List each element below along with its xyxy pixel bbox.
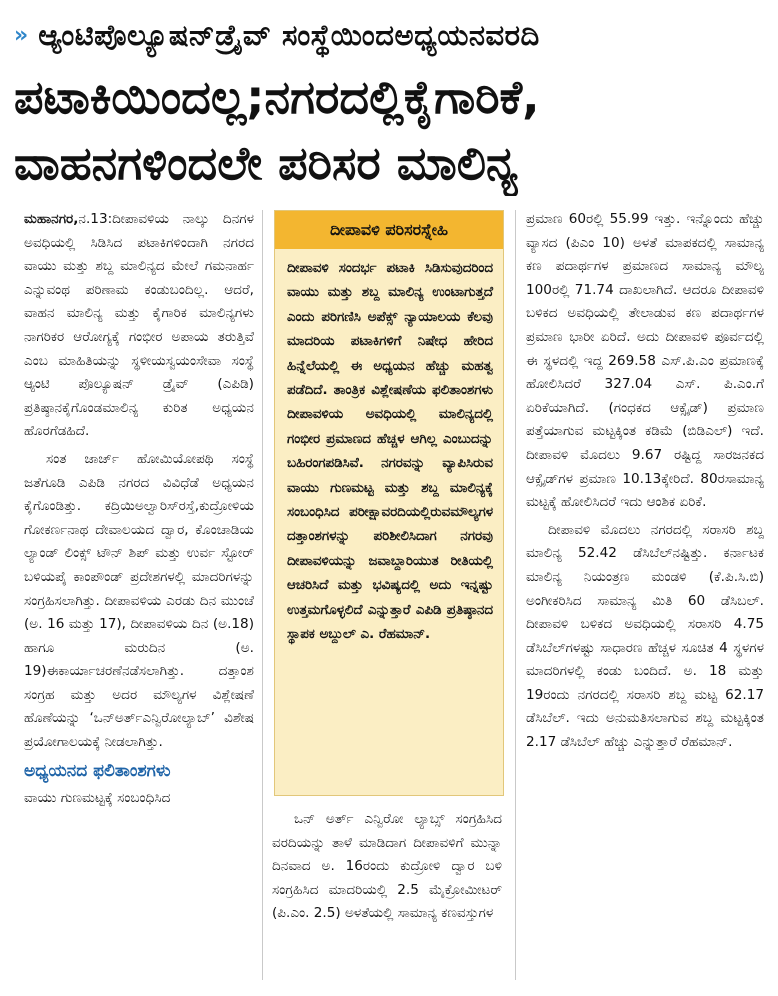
- article-column-2: [272, 808, 502, 978]
- sidebar-box: [274, 210, 504, 796]
- headline-line-2: ವಾಹನಗಳಿಂದಲೇ ಪರಿಸರ ಮಾಲಿನ್ಯ: [14, 136, 518, 190]
- article-column-3: [526, 208, 764, 978]
- paragraph: ಸಂತ ಜಾರ್ಜ್ ಹೋಮಿಯೋಪಥಿ ಸಂಸ್ಥೆ ಜತೆಗೂಡಿ ಎಪಿಡಿ ನಗರದ ವಿವಿಧೆಡೆ ಅಧ್ಯಯನ ಕೈಗೊಂಡಿತ್ತು. ಕದ್ರಿಯಿಅಲ್ವಾರಿಸ್‌ರಸ್ತೆ,ಕುದ್ರೋಳಿಯ ಗೋಕರ್ಣನಾಥ ದೇವಾಲಯದ ದ್ವಾರ, ಕೊಂಚಾಡಿಯ ಲ್ಯಾಂಡ್ ಲಿಂಕ್ಸ್ ಟೌನ್ ಶಿಪ್ ಮತ್ತು ಉರ್ವ ಸ್ಟೋರ್ ಬಳಿಯಪೈ ಕಾಂಪೌಂಡ್ ಪ್ರದೇಶಗಳಲ್ಲಿ ಮಾದರಿಗಳನ್ನು ಸಂಗ್ರಹಿಸಲಾಗಿತ್ತು. ದೀಪಾವಳಿಯ ಎರಡು ದಿನ ಮುಂಚೆ (ಅ. 16 ಮತ್ತು 17), ದೀಪಾವಳಿಯ ದಿನ (ಅ.18) ಹಾಗೂ ಮರುದಿನ (ಅ. 19)ಈಕಾರ್ಯಾಚರಣೆನಡೆಸಲಾಗಿತ್ತು. ದತ್ತಾಂಶ ಸಂಗ್ರಹ ಮತ್ತು ಅದರ ಮೌಲ್ಯಗಳ ವಿಶ್ಲೇಷಣೆ ಹೊಣೆಯನ್ನು ‘ಒನ್‌ಅರ್ತ್‌ಎನ್ವಿರೋಲ್ಯಾಬ್’ ವಿಶೇಷ ಪ್ರಯೋಗಾಲಯಕ್ಕೆ ನೀಡಲಾಗಿತ್ತು.: [24, 450, 254, 751]
- kicker-text: ಆ್ಯಂಟಿಪೊಲ್ಯೂಷನ್‌ಡ್ರೈವ್ ಸಂಸ್ಥೆಯಿಂದಅಧ್ಯಯನವರದಿ: [38, 17, 540, 52]
- paragraph: ಒನ್ ಅರ್ತ್ ಎನ್ವಿರೋ ಲ್ಯಾಬ್ಸ್ ಸಂಗ್ರಹಿಸಿದ ವರದಿಯನ್ನು ತಾಳೆ ಮಾಡಿದಾಗ ದೀಪಾವಳಿಗೆ ಮುನ್ನಾ ದಿನವಾದ ಅ. 16ರಂದು ಕುದ್ರೋಳಿ ದ್ವಾರ ಬಳಿ ಸಂಗ್ರಹಿಸಿದ ಮಾದರಿಯಲ್ಲಿ 2.5 ಮೈಕ್ರೋಮೀಟರ್ (ಪಿ.ಎಂ. 2.5) ಅಳತೆಯಲ್ಲಿ ಸಾಮಾನ್ಯ ಕಣವಸ್ತುಗಳ: [272, 811, 502, 922]
- double-chevron-right-icon: »: [14, 22, 29, 48]
- paragraph: ಪ್ರಮಾಣ 60ರಲ್ಲಿ 55.99 ಇತ್ತು. ಇನ್ನೊಂದು ಹೆಚ್ಚು ವ್ಯಾಸದ (ಪಿಎಂ 10) ಅಳತೆ ಮಾಪಕದಲ್ಲಿ ಸಾಮಾನ್ಯ ಕಣ ಪದಾರ್ಥಗಳ ಪ್ರಮಾಣದ ಸಾಮಾನ್ಯ ಮೌಲ್ಯ 100ರಲ್ಲಿ 71.74 ದಾಖಲಾಗಿದೆ. ಆದರೂ ದೀಪಾವಳಿ ಬಳಿಕದ ಅವಧಿಯಲ್ಲಿ ತೇಲಾಡುವ ಕಣ ಪದಾರ್ಥಗಳ ಪ್ರಮಾಣ ಭಾರೀ ಏರಿದೆ. ಅದು ದೀಪಾವಳಿ ಪೂರ್ವದಲ್ಲಿ ಈ ಸ್ಥಳದಲ್ಲಿ ಇದ್ದ 269.58 ಎಸ್.ಪಿ.ಎಂ ಪ್ರಮಾಣಕ್ಕೆ ಹೋಲಿಸಿದರೆ 327.04 ಎಸ್. ಪಿ.ಎಂ.ಗೆ ಏರಿಕೆಯಾಗಿದೆ. (ಗಂಧಕದ ಆಕ್ಸೈಡ್) ಪ್ರಮಾಣ ಪತ್ತೆಯಾಗುವ ಮಟ್ಟಕ್ಕಿಂತ ಕಡಿಮೆ (ಬಿಡಿಎಲ್) ಇದೆ. ದೀಪಾವಳಿ ಮೊದಲು 9.67 ರಷ್ಟಿದ್ದ ಸಾರಜನಕದ ಆಕ್ಸೈಡ್‌ಗಳ ಪ್ರಮಾಣ 10.13ಕ್ಕೇರಿದೆ. 80ರಸಾಮಾನ್ಯ ಮಟ್ಟಕ್ಕೆ ಹೋಲಿಸಿದರೆ ಇದು ಆಂಶಿಕ ಏರಿಕೆ.: [526, 211, 764, 511]
- kicker: [14, 8, 764, 62]
- dateline: ಮಹಾನಗರ,: [24, 211, 79, 227]
- column-divider: [515, 210, 516, 980]
- paragraph: [24, 208, 254, 444]
- paragraph-text: ನ.13:ದೀಪಾವಳಿಯ ನಾಲ್ಕು ದಿನಗಳ ಅವಧಿಯಲ್ಲಿ ಸಿಡಿಸಿದ ಪಟಾಕಿಗಳಿಂದಾಗಿ ನಗರದ ವಾಯು ಮತ್ತು ಶಬ್ದ ಮಾಲಿನ್ಯದ ಮೇಲೆ ಗಮನಾರ್ಹ ಎನ್ನುವಂಥ ಪರಿಣಾಮ ಕಂಡುಬಂದಿಲ್ಲ. ಆದರೆ, ವಾಹನ ಮಾಲಿನ್ಯ ಮತ್ತು ಕೈಗಾರಿಕ ಮಾಲಿನ್ಯಗಳು ನಾಗರಿಕರ ಆರೋಗ್ಯಕ್ಕೆ ಗಂಭೀರ ಅಪಾಯ ತರುತ್ತಿವೆ ಎಂಬ ಮಾಹಿತಿಯನ್ನು ಸ್ಥಳೀಯಸ್ವಯಂಸೇವಾ ಸಂಸ್ಥೆ ಆ್ಯಂಟಿ ಪೊಲ್ಯೂಷನ್ ಡ್ರೈವ್ (ಎಪಿಡಿ) ಪ್ರತಿಷ್ಠಾನಕೈಗೊಂಡಮಾಲಿನ್ಯ ಕುರಿತ ಅಧ್ಯಯನ ಹೊರಗೆಡಹಿದೆ.: [24, 211, 254, 440]
- headline: [14, 64, 766, 196]
- column-divider: [262, 210, 263, 980]
- article-column-1: [24, 208, 254, 978]
- headline-line-1: ಪಟಾಕಿಯಿಂದಲ್ಲ;ನಗರದಲ್ಲಿಕೈಗಾರಿಕೆ,: [14, 70, 540, 124]
- sidebar-body: ದೀಪಾವಳಿ ಸಂದರ್ಭ ಪಟಾಕಿ ಸಿಡಿಸುವುದರಿಂದ ವಾಯು ಮತ್ತು ಶಬ್ದ ಮಾಲಿನ್ಯ ಉಂಟಾಗುತ್ತದೆ ಎಂದು ಪರಿಗಣಿಸಿ ಅಪೆಕ್ಸ್ ನ್ಯಾಯಾಲಯ ಕೆಲವು ಮಾದರಿಯ ಪಟಾಕಿಗಳಿಗೆ ನಿಷೇಧ ಹೇರಿದ ಹಿನ್ನೆಲೆಯಲ್ಲಿ ಈ ಅಧ್ಯಯನ ಹೆಚ್ಚು ಮಹತ್ವ ಪಡೆದಿದೆ. ತಾಂತ್ರಿಕ ವಿಶ್ಲೇಷಣೆಯ ಫಲಿತಾಂಶಗಳು ದೀಪಾವಳಿಯ ಅವಧಿಯಲ್ಲಿ ಮಾಲಿನ್ಯದಲ್ಲಿ ಗಂಭೀರ ಪ್ರಮಾಣದ ಹೆಚ್ಚಳ ಆಗಿಲ್ಲ ಎಂಬುದನ್ನು ಬಹಿರಂಗಪಡಿಸಿವೆ. ನಗರವನ್ನು ವ್ಯಾಪಿಸಿರುವ ವಾಯು ಗುಣಮಟ್ಟ ಮತ್ತು ಶಬ್ದ ಮಾಲಿನ್ಯಕ್ಕೆ ಸಂಬಂಧಿಸಿದ ಪರೀಕ್ಷಾವರದಿಯಲ್ಲಿರುವಮೌಲ್ಯಗಳ ದತ್ತಾಂಶಗಳನ್ನು ಪರಿಶೀಲಿಸಿದಾಗ ನಗರವು ದೀಪಾವಳಿಯನ್ನು ಜವಾಬ್ದಾರಿಯುತ ರೀತಿಯಲ್ಲಿ ಆಚರಿಸಿದೆ ಮತ್ತು ಭವಿಷ್ಯದಲ್ಲಿ ಅದು ಇನ್ನಷ್ಟು ಉತ್ತಮಗೊಳ್ಳಲಿದೆ ಎನ್ನುತ್ತಾರೆ ಎಪಿಡಿ ಪ್ರತಿಷ್ಠಾನದ ಸ್ಥಾಪಕ ಅಬ್ದುಲ್ ಎ. ರೆಹಮಾನ್.: [287, 261, 493, 643]
- paragraph: ವಾಯು ಗುಣಮಟ್ಟಕ್ಕೆ ಸಂಬಂಧಿಸಿದ: [24, 789, 171, 806]
- sidebar-title: ದೀಪಾವಳಿ ಪರಿಸರಸ್ನೇಹಿ: [275, 211, 503, 249]
- subheading: ಅಧ್ಯಯನದ ಫಲಿತಾಂಶಗಳು: [24, 760, 171, 781]
- paragraph: ದೀಪಾವಳಿ ಮೊದಲು ನಗರದಲ್ಲಿ ಸರಾಸರಿ ಶಬ್ದ ಮಾಲಿನ್ಯ 52.42 ಡೆಸಿಬೆಲ್‌ನಷ್ಟಿತ್ತು. ಕರ್ನಾಟಕ ಮಾಲಿನ್ಯ ನಿಯಂತ್ರಣ ಮಂಡಳಿ (ಕೆ.ಪಿ.ಸಿ.ಬಿ) ಅಂಗೀಕರಿಸಿದ ಸಾಮಾನ್ಯ ಮಿತಿ 60 ಡೆಸಿಬಲ್. ದೀಪಾವಳಿ ಬಳಿಕದ ಅವಧಿಯಲ್ಲಿ ಸರಾಸರಿ 4.75 ಡೆಸಿಬೆಲ್‌ಗಳಷ್ಟು ಸಾಧಾರಣ ಹೆಚ್ಚಳ ಸೂಚಿತ 4 ಸ್ಥಳಗಳ ಮಾದರಿಗಳಲ್ಲಿ ಕಂಡು ಬಂದಿದೆ. ಅ. 18 ಮತ್ತು 19ರಂದು ನಗರದಲ್ಲಿ ಸರಾಸರಿ ಶಬ್ದ ಮಟ್ಟ 62.17 ಡೆಸಿಬೆಲ್. ಇದು ಅನುಮತಿಸಲಾಗುವ ಶಬ್ದ ಮಟ್ಟಕ್ಕಿಂತ 2.17 ಡೆಸಿಬೆಲ್ ಹೆಚ್ಚು ಎನ್ನುತ್ತಾರೆ ರೆಹಮಾನ್.: [526, 521, 764, 751]
